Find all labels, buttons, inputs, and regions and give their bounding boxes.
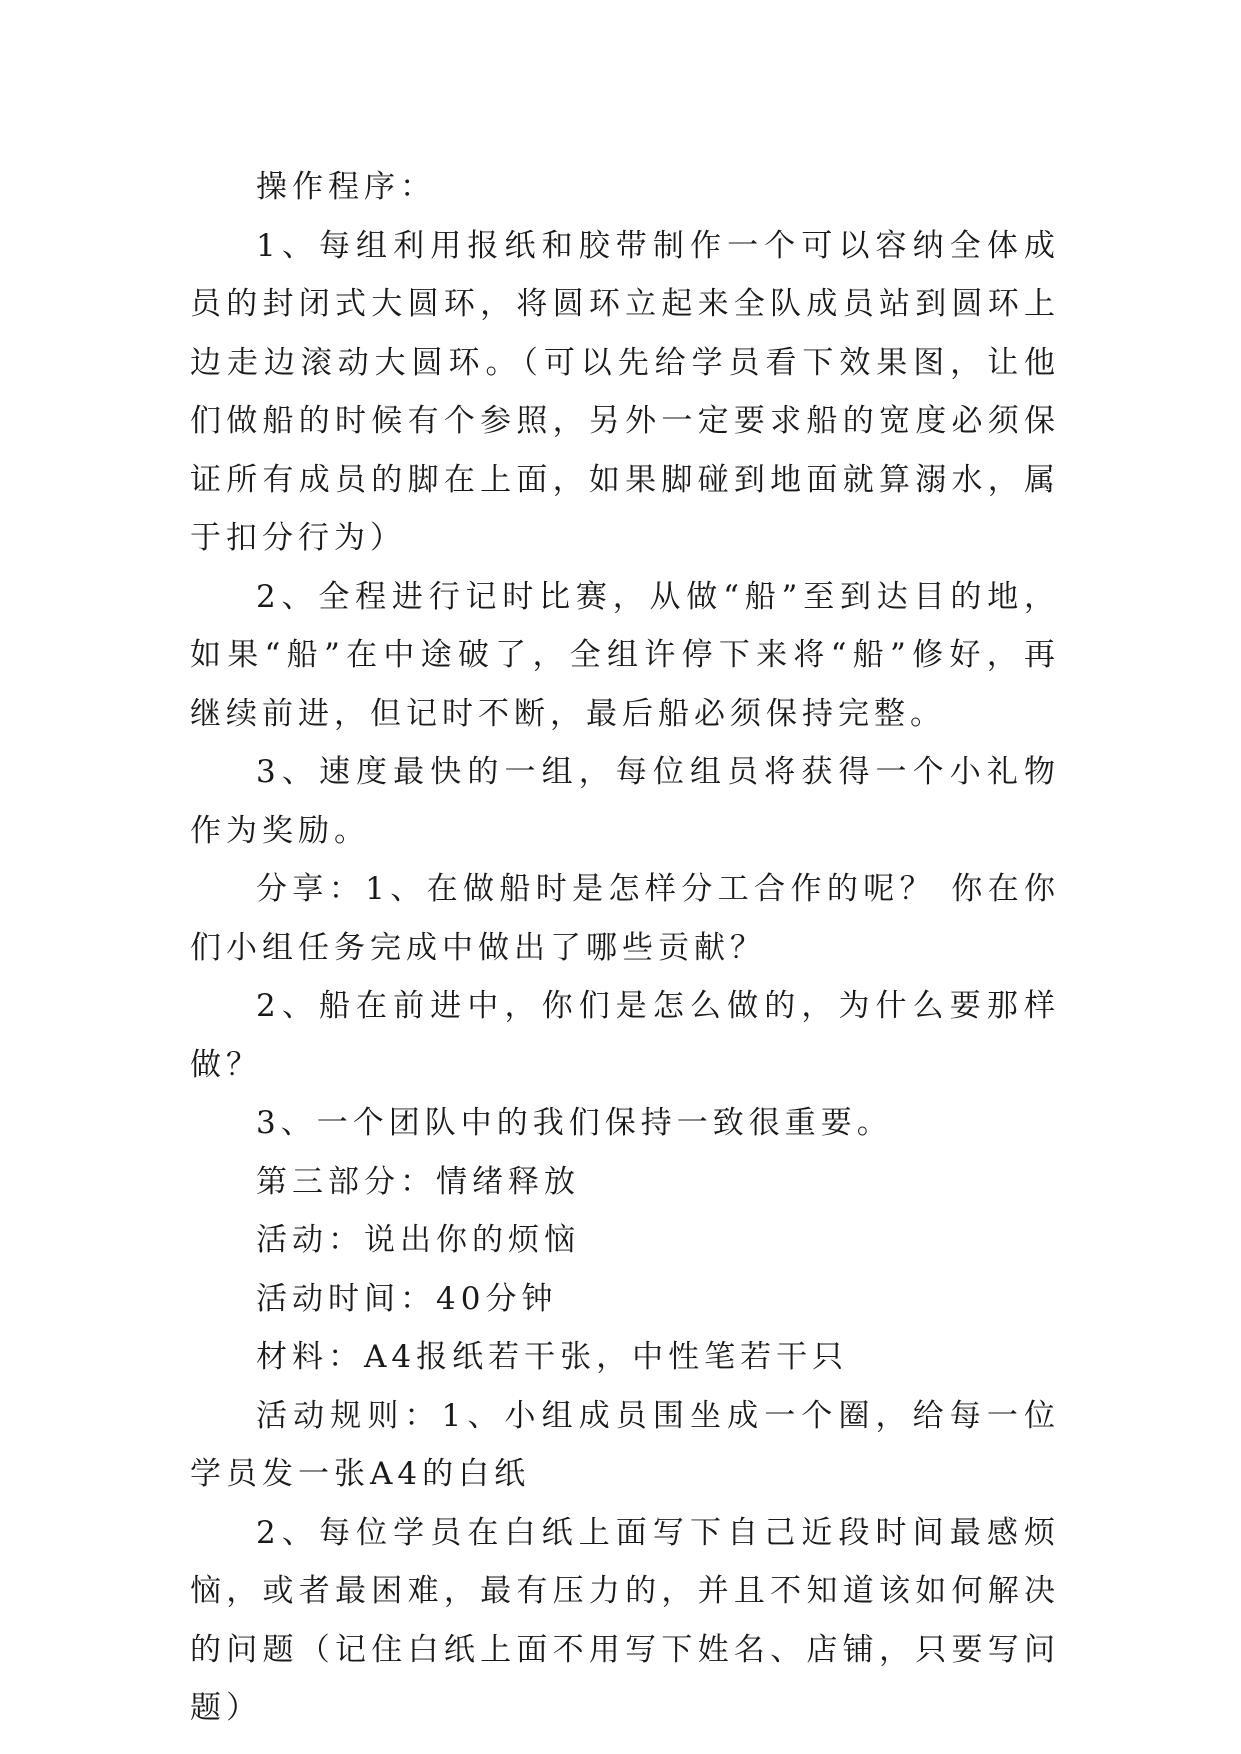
paragraph-part-three-heading: 第三部分：情绪释放: [256, 1163, 580, 1200]
paragraph-step-3: 3、速度最快的一组，每位组员将获得一个小礼物作为奖励。: [190, 754, 1060, 849]
paragraph-procedure-heading: 操作程序：: [256, 169, 436, 205]
paragraph-rules-1: 活动规则：1、小组成员围坐成一个圈，给每一位学员发一张A4的白纸: [190, 1397, 1060, 1492]
document-body: [190, 158, 1060, 1738]
paragraph-step-1: 1、每组利用报纸和胶带制作一个可以容纳全体成员的封闭式大圆环，将圆环立起来全队成员站到圆环上边走边滚动大圆环。（可以先给学员看下效果图，让他们做船的时候有个参照，另外一定要求船的宽度必须保证所有成员的脚在上面，如果脚碰到地面就算溺水，属于扣分行为）: [190, 227, 1060, 556]
paragraph-step-2: 2、全程进行记时比赛，从做“船”至到达目的地，如果“船”在中途破了，全组许停下来将“船”修好，再继续前进，但记时不断，最后船必须保持完整。: [190, 578, 1060, 732]
paragraph-activity: 活动：说出你的烦恼: [256, 1222, 580, 1258]
paragraph-share-3: 3、一个团队中的我们保持一致很重要。: [256, 1105, 893, 1141]
paragraph-rules-2: 2、每位学员在白纸上面写下自己近段时间最感烦恼，或者最困难，最有压力的，并且不知道该如何解决的问题（记住白纸上面不用写下姓名、店铺，只要写问题）: [190, 1514, 1060, 1726]
paragraph-materials: 材料：A4报纸若干张，中性笔若干只: [256, 1339, 849, 1375]
paragraph-activity-time: 活动时间：40分钟: [256, 1280, 558, 1317]
paragraph-share-1: 分享：1、在做船时是怎样分工合作的呢？ 你在你们小组任务完成中做出了哪些贡献？: [190, 871, 1060, 966]
paragraph-share-2: 2、船在前进中，你们是怎么做的，为什么要那样做？: [190, 988, 1060, 1083]
